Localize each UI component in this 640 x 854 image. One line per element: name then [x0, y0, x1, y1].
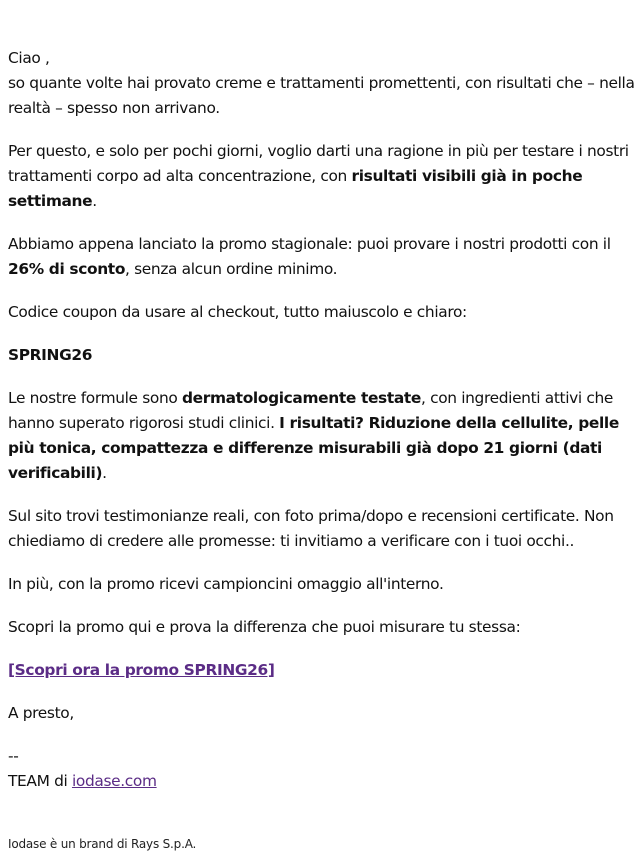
formula-highlight: dermatologicamente testate	[181, 389, 421, 407]
discount-end: , senza alcun ordine minimo.	[125, 260, 338, 278]
samples-paragraph: In più, con la promo ricevi campioncini omaggio all'interno.	[8, 575, 444, 593]
results-highlight: I risultati? Riduzione della cellulite, pelle più tonica, compattezza e differenze misurabili già dopo 21 giorni (dati verificabili)	[8, 414, 619, 482]
formula-mid: , con ingredienti attivi che hanno superato rigorosi studi clinici.	[8, 389, 613, 432]
cta-intro: Scopri la promo qui e prova la differenza che puoi misurare tu stessa:	[8, 618, 521, 636]
signature	[8, 744, 636, 794]
email-body	[8, 46, 636, 812]
discount-value: 26% di sconto	[8, 260, 126, 278]
coupon-instructions: Codice coupon da usare al checkout, tutto maiuscolo e chiaro:	[8, 303, 467, 321]
offer-highlight: risultati visibili già in poche settimane	[8, 167, 583, 210]
discount-text: Abbiamo appena lanciato la promo stagionale: puoi provare i nostri prodotti con il	[8, 235, 611, 253]
cta-paragraph	[8, 658, 636, 683]
intro-text: so quante volte hai provato creme e trattamenti promettenti, con risultati che – nella realtà – spesso non arrivano.	[8, 74, 635, 117]
promo-link[interactable]	[8, 661, 275, 679]
closing: A presto,	[8, 704, 74, 722]
formula-end: .	[102, 464, 107, 482]
offer-paragraph	[8, 139, 636, 214]
promo-link-label: [Scopri ora la promo SPRING26]	[8, 661, 275, 679]
formula-paragraph	[8, 386, 636, 486]
formula-text: Le nostre formule sono	[8, 389, 182, 407]
footer-note: Iodase è un brand di Rays S.p.A.	[8, 837, 197, 851]
discount-paragraph	[8, 232, 636, 282]
greeting-paragraph	[8, 46, 636, 121]
offer-text: Per questo, e solo per pochi giorni, voglio darti una ragione in più per testare i nostri trattamenti corpo ad alta concentrazione, con	[8, 142, 629, 185]
offer-end: .	[92, 192, 97, 210]
greeting: Ciao ,	[8, 49, 50, 67]
coupon-paragraph	[8, 343, 636, 368]
coupon-code: SPRING26	[8, 346, 93, 364]
signature-dashes: --	[8, 747, 19, 765]
website-link[interactable]: iodase.com	[71, 772, 157, 790]
testimonials-paragraph: Sul sito trovi testimonianze reali, con foto prima/dopo e recensioni certificate. Non chiediamo di credere alle promesse: ti invitiamo a verificare con i tuoi occhi..	[8, 507, 614, 550]
signature-team: TEAM di	[8, 772, 72, 790]
